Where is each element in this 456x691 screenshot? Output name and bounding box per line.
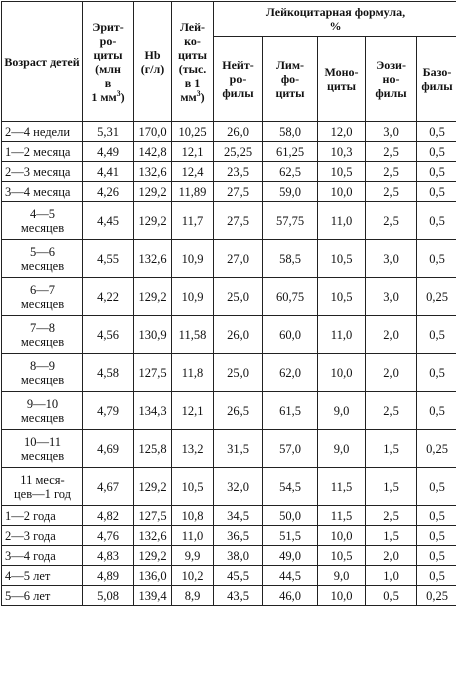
leukocytes-cell: 9,9 [172, 546, 214, 566]
hb-cell: 130,9 [134, 316, 172, 354]
neutrophils-cell: 45,5 [214, 566, 263, 586]
table-row [2, 506, 456, 526]
basophils-cell: 0,5 [417, 162, 456, 182]
lymphocytes-cell: 60,75 [263, 278, 318, 316]
erythrocytes-cell: 4,41 [83, 162, 134, 182]
eosinophils-cell: 1,5 [366, 430, 417, 468]
lymphocytes-cell: 46,0 [263, 586, 318, 606]
neutrophils-cell: 25,25 [214, 142, 263, 162]
monocytes-cell: 10,0 [318, 182, 366, 202]
hb-cell: 129,2 [134, 182, 172, 202]
table-row [2, 202, 456, 240]
table-row [2, 526, 456, 546]
basophils-cell: 0,5 [417, 566, 456, 586]
eosinophils-cell: 2,5 [366, 162, 417, 182]
erythrocytes-cell: 5,08 [83, 586, 134, 606]
eosinophils-cell: 2,0 [366, 546, 417, 566]
monocytes-cell: 10,0 [318, 354, 366, 392]
eosinophils-cell: 2,5 [366, 182, 417, 202]
hb-cell: 129,2 [134, 468, 172, 506]
hb-cell: 129,2 [134, 278, 172, 316]
lymphocytes-cell: 62,5 [263, 162, 318, 182]
age-cell: 1—2 года [2, 506, 83, 526]
erythrocytes-cell: 5,31 [83, 122, 134, 142]
lymphocytes-cell: 58,5 [263, 240, 318, 278]
monocytes-cell: 9,0 [318, 392, 366, 430]
leukocytes-cell: 8,9 [172, 586, 214, 606]
lymphocytes-cell: 60,0 [263, 316, 318, 354]
hb-cell: 129,2 [134, 546, 172, 566]
age-cell: 5—6 лет [2, 586, 83, 606]
erythrocytes-cell: 4,82 [83, 506, 134, 526]
age-cell: 8—9 месяцев [2, 354, 83, 392]
eosinophils-cell: 3,0 [366, 122, 417, 142]
monocytes-cell: 10,5 [318, 240, 366, 278]
monocytes-cell: 9,0 [318, 430, 366, 468]
neutrophils-cell: 32,0 [214, 468, 263, 506]
leukocytes-cell: 11,58 [172, 316, 214, 354]
eosinophils-cell: 1,5 [366, 526, 417, 546]
eosinophils-cell: 2,5 [366, 142, 417, 162]
header-hb: Hb (г/л) [134, 2, 172, 122]
monocytes-cell: 11,5 [318, 468, 366, 506]
basophils-cell: 0,5 [417, 506, 456, 526]
neutrophils-cell: 36,5 [214, 526, 263, 546]
age-cell: 3—4 месяца [2, 182, 83, 202]
leukocytes-cell: 11,0 [172, 526, 214, 546]
age-cell: 4—5 месяцев [2, 202, 83, 240]
hb-cell: 170,0 [134, 122, 172, 142]
hb-cell: 136,0 [134, 566, 172, 586]
eosinophils-cell: 1,5 [366, 468, 417, 506]
table-row [2, 316, 456, 354]
leukocytes-cell: 11,8 [172, 354, 214, 392]
erythrocytes-cell: 4,69 [83, 430, 134, 468]
monocytes-cell: 11,0 [318, 202, 366, 240]
monocytes-cell: 10,3 [318, 142, 366, 162]
erythrocytes-cell: 4,49 [83, 142, 134, 162]
age-cell: 11 меся- цев—1 год [2, 468, 83, 506]
header-erythrocytes: Эрит- ро- циты (млн в 1 $мм^3$) [83, 2, 134, 122]
eosinophils-cell: 2,5 [366, 506, 417, 526]
erythrocytes-cell: 4,67 [83, 468, 134, 506]
table-row [2, 392, 456, 430]
table-row [2, 122, 456, 142]
header-basophils: Базо- филы [417, 37, 456, 122]
table-row [2, 162, 456, 182]
erythrocytes-cell: 4,22 [83, 278, 134, 316]
header-monocytes: Моно- циты [318, 37, 366, 122]
leukocytes-cell: 10,8 [172, 506, 214, 526]
hb-cell: 132,6 [134, 162, 172, 182]
table-row [2, 182, 456, 202]
age-cell: 2—4 недели [2, 122, 83, 142]
erythrocytes-cell: 4,26 [83, 182, 134, 202]
eosinophils-cell: 1,0 [366, 566, 417, 586]
basophils-cell: 0,5 [417, 526, 456, 546]
lymphocytes-cell: 62,0 [263, 354, 318, 392]
header-leukocytes: Лей- ко- циты (тыс. в 1 $мм^3$) [172, 2, 214, 122]
monocytes-cell: 10,5 [318, 546, 366, 566]
leukocytes-cell: 11,89 [172, 182, 214, 202]
basophils-cell: 0,5 [417, 142, 456, 162]
erythrocytes-cell: 4,58 [83, 354, 134, 392]
table-row [2, 430, 456, 468]
leukocytes-cell: 10,9 [172, 278, 214, 316]
hb-cell: 142,8 [134, 142, 172, 162]
age-cell: 9—10 месяцев [2, 392, 83, 430]
basophils-cell: 0,5 [417, 392, 456, 430]
basophils-cell: 0,5 [417, 546, 456, 566]
table-body [2, 122, 456, 606]
leukocytes-cell: 10,9 [172, 240, 214, 278]
blood-values-table [1, 1, 456, 606]
table-row [2, 546, 456, 566]
leukocytes-cell: 10,5 [172, 468, 214, 506]
lymphocytes-cell: 49,0 [263, 546, 318, 566]
lymphocytes-cell: 58,0 [263, 122, 318, 142]
hb-cell: 139,4 [134, 586, 172, 606]
leukocytes-cell: 10,25 [172, 122, 214, 142]
header-age: Возраст детей [2, 2, 83, 122]
hb-cell: 127,5 [134, 506, 172, 526]
neutrophils-cell: 26,0 [214, 316, 263, 354]
eosinophils-cell: 2,0 [366, 354, 417, 392]
leukocytes-cell: 11,7 [172, 202, 214, 240]
monocytes-cell: 10,0 [318, 526, 366, 546]
neutrophils-cell: 26,0 [214, 122, 263, 142]
leukocytes-cell: 13,2 [172, 430, 214, 468]
neutrophils-cell: 34,5 [214, 506, 263, 526]
lymphocytes-cell: 61,5 [263, 392, 318, 430]
lymphocytes-cell: 59,0 [263, 182, 318, 202]
age-cell: 7—8 месяцев [2, 316, 83, 354]
neutrophils-cell: 31,5 [214, 430, 263, 468]
erythrocytes-cell: 4,45 [83, 202, 134, 240]
age-cell: 5—6 месяцев [2, 240, 83, 278]
neutrophils-cell: 26,5 [214, 392, 263, 430]
age-cell: 2—3 года [2, 526, 83, 546]
age-cell: 6—7 месяцев [2, 278, 83, 316]
header-eosinophils: Эози- но- филы [366, 37, 417, 122]
erythrocytes-cell: 4,89 [83, 566, 134, 586]
monocytes-cell: 11,5 [318, 506, 366, 526]
header-lymphocytes: Лим- фо- циты [263, 37, 318, 122]
erythrocytes-cell: 4,55 [83, 240, 134, 278]
age-cell: 2—3 месяца [2, 162, 83, 182]
age-cell: 3—4 года [2, 546, 83, 566]
hb-cell: 132,6 [134, 526, 172, 546]
hb-cell: 127,5 [134, 354, 172, 392]
lymphocytes-cell: 51,5 [263, 526, 318, 546]
lymphocytes-cell: 44,5 [263, 566, 318, 586]
neutrophils-cell: 43,5 [214, 586, 263, 606]
age-cell: 1—2 месяца [2, 142, 83, 162]
lymphocytes-cell: 50,0 [263, 506, 318, 526]
hb-cell: 134,3 [134, 392, 172, 430]
basophils-cell: 0,5 [417, 182, 456, 202]
neutrophils-cell: 23,5 [214, 162, 263, 182]
basophils-cell: 0,25 [417, 278, 456, 316]
eosinophils-cell: 2,0 [366, 316, 417, 354]
table-row [2, 354, 456, 392]
monocytes-cell: 10,0 [318, 586, 366, 606]
leukocytes-cell: 12,1 [172, 392, 214, 430]
neutrophils-cell: 38,0 [214, 546, 263, 566]
monocytes-cell: 10,5 [318, 278, 366, 316]
hb-cell: 132,6 [134, 240, 172, 278]
lymphocytes-cell: 57,0 [263, 430, 318, 468]
eosinophils-cell: 0,5 [366, 586, 417, 606]
leukocytes-cell: 12,1 [172, 142, 214, 162]
basophils-cell: 0,5 [417, 468, 456, 506]
table-row [2, 142, 456, 162]
basophils-cell: 0,5 [417, 122, 456, 142]
lymphocytes-cell: 57,75 [263, 202, 318, 240]
monocytes-cell: 11,0 [318, 316, 366, 354]
basophils-cell: 0,5 [417, 354, 456, 392]
table-row [2, 278, 456, 316]
monocytes-cell: 12,0 [318, 122, 366, 142]
erythrocytes-cell: 4,56 [83, 316, 134, 354]
neutrophils-cell: 27,5 [214, 202, 263, 240]
leukocytes-cell: 12,4 [172, 162, 214, 182]
eosinophils-cell: 3,0 [366, 278, 417, 316]
hb-cell: 129,2 [134, 202, 172, 240]
leukocytes-cell: 10,2 [172, 566, 214, 586]
lymphocytes-cell: 54,5 [263, 468, 318, 506]
eosinophils-cell: 3,0 [366, 240, 417, 278]
age-cell: 10—11 месяцев [2, 430, 83, 468]
table-row [2, 468, 456, 506]
basophils-cell: 0,5 [417, 316, 456, 354]
erythrocytes-cell: 4,83 [83, 546, 134, 566]
table-row [2, 566, 456, 586]
neutrophils-cell: 25,0 [214, 278, 263, 316]
basophils-cell: 0,5 [417, 202, 456, 240]
neutrophils-cell: 27,5 [214, 182, 263, 202]
eosinophils-cell: 2,5 [366, 202, 417, 240]
header-neutrophils: Нейт- ро- филы [214, 37, 263, 122]
basophils-cell: 0,25 [417, 430, 456, 468]
erythrocytes-cell: 4,79 [83, 392, 134, 430]
hb-cell: 125,8 [134, 430, 172, 468]
eosinophils-cell: 2,5 [366, 392, 417, 430]
basophils-cell: 0,5 [417, 240, 456, 278]
header-leukocyte-formula: Лейкоцитарная формула, % [214, 2, 456, 37]
neutrophils-cell: 25,0 [214, 354, 263, 392]
monocytes-cell: 10,5 [318, 162, 366, 182]
erythrocytes-cell: 4,76 [83, 526, 134, 546]
basophils-cell: 0,25 [417, 586, 456, 606]
neutrophils-cell: 27,0 [214, 240, 263, 278]
monocytes-cell: 9,0 [318, 566, 366, 586]
lymphocytes-cell: 61,25 [263, 142, 318, 162]
table-row [2, 240, 456, 278]
age-cell: 4—5 лет [2, 566, 83, 586]
table-row [2, 586, 456, 606]
